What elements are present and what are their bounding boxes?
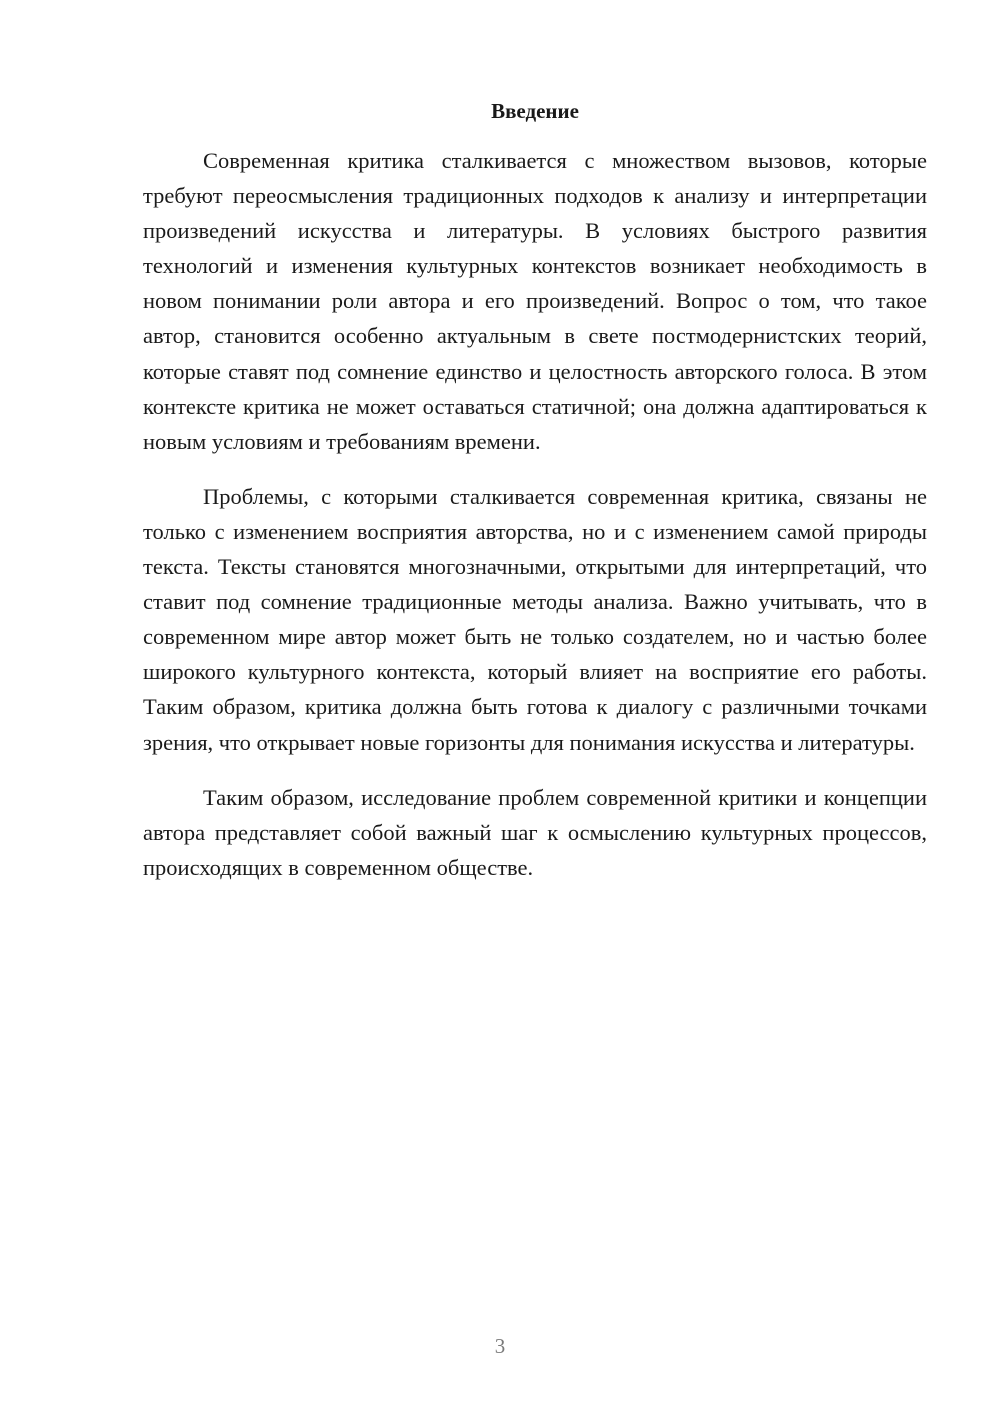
- paragraph-3: Таким образом, исследование проблем современной критики и концепции автора представляет собой важный шаг к осмыслению культурных процессов, происходящих в современном обществе.: [143, 784, 927, 880]
- paragraph-2: Проблемы, с которыми сталкивается современная критика, связаны не только с изменением восприятия авторства, но и с изменением самой природы текста. Тексты становятся многозначными, открытыми для интерпретаций, что ставит под сомнение традиционные методы анализа. Важно учитывать, что в современном мире автор может быть не только создателем, но и частью более широкого культурного контекста, который влияет на восприятие его работы. Таким образом, критика должна быть готова к диалогу с различными точками зрения, что открывает новые горизонты для понимания искусства и литературы.: [143, 483, 927, 755]
- section-heading: Введение: [491, 99, 579, 123]
- page-body: [143, 96, 927, 905]
- page-number: 3: [494, 1334, 506, 1358]
- paragraph-1: Современная критика сталкивается с множеством вызовов, которые требуют переосмысления традиционных подходов к анализу и интерпретации произведений искусства и литературы. В условиях быстрого развития технологий и изменения культурных контекстов возникает необходимость в новом понимании роли автора и его произведений. Вопрос о том, что такое автор, становится особенно актуальным в свете постмодернистских теорий, которые ставят под сомнение единство и целостность авторского голоса. В этом контексте критика не может оставаться статичной; она должна адаптироваться к новым условиям и требованиям времени.: [143, 148, 927, 454]
